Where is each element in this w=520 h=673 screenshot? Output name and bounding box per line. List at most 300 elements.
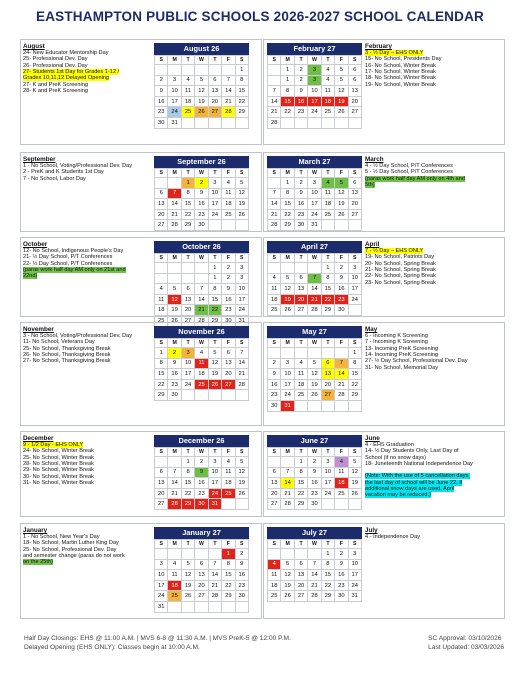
day-cell: 16 bbox=[308, 478, 321, 489]
day-cell: 22 bbox=[281, 107, 294, 118]
day-cell: 30 bbox=[268, 400, 281, 411]
day-cell: 3 bbox=[168, 75, 181, 86]
weekday-label: T bbox=[208, 339, 221, 348]
day-cell: 25 bbox=[294, 390, 307, 401]
day-cell bbox=[168, 178, 181, 189]
day-cell: 25 bbox=[321, 209, 334, 220]
day-cell: 4 bbox=[321, 178, 334, 189]
day-cell bbox=[155, 263, 168, 274]
day-cell: 4 bbox=[195, 348, 208, 359]
day-cell bbox=[294, 348, 307, 359]
weekday-label: M bbox=[281, 169, 294, 178]
day-cell: 17 bbox=[181, 369, 194, 380]
day-cell: 24 bbox=[348, 294, 361, 305]
day-cell: 12 bbox=[308, 369, 321, 380]
day-cell: 18 bbox=[222, 478, 235, 489]
day-cell: 28 bbox=[195, 315, 208, 326]
weekday-label: F bbox=[335, 169, 348, 178]
day-cell: 11 bbox=[222, 188, 235, 199]
delayed-opening: Delayed Opening (EHS ONLY): Classes begin at 10:00 A.M. bbox=[24, 644, 200, 651]
event-note-text: 7 - No School, Labor Day bbox=[23, 175, 86, 182]
day-cell: 23 bbox=[335, 580, 348, 591]
day-cell: 15 bbox=[208, 294, 221, 305]
event-note-text: 31- No School, Memorial Day bbox=[365, 364, 439, 371]
day-cell bbox=[208, 390, 221, 401]
day-cell: 10 bbox=[281, 369, 294, 380]
day-cell: 1 bbox=[181, 178, 194, 189]
day-cell: 7 bbox=[208, 559, 221, 570]
day-cell: 4 bbox=[268, 273, 281, 284]
event-note-text: 4 - ½ Day School, P/T Conferences bbox=[365, 163, 453, 169]
day-cell bbox=[155, 457, 168, 468]
event-note-text: 19- No School, Patriots Day bbox=[365, 254, 435, 261]
weekday-label: T bbox=[181, 169, 194, 178]
weekday-label: S bbox=[268, 339, 281, 348]
half-day-closings: Half Day Closings: EHS @ 11:00 A.M. | MVS 6-8 @ 11:30 A.M. | MVS PreK-5 @ 12:00 P.M. bbox=[24, 635, 291, 642]
day-cell: 12 bbox=[348, 467, 361, 478]
day-cell: 26 bbox=[235, 209, 248, 220]
weekday-label: M bbox=[281, 448, 294, 457]
day-cell bbox=[321, 220, 334, 231]
day-cell bbox=[208, 65, 221, 76]
day-cell: 26 bbox=[208, 379, 221, 390]
weekday-label: S bbox=[268, 540, 281, 549]
day-cell: 17 bbox=[168, 96, 181, 107]
day-cell: 3 bbox=[321, 457, 334, 468]
day-cell bbox=[195, 601, 208, 612]
event-note-text: 29- No School, Winter Break bbox=[23, 467, 94, 474]
day-cell: 21 bbox=[168, 488, 181, 499]
weekday-label: W bbox=[195, 254, 208, 263]
day-cell: 31 bbox=[235, 315, 248, 326]
weekday-label: S bbox=[348, 339, 361, 348]
weekday-label: T bbox=[321, 339, 334, 348]
event-note-text: 3 - ½ Day – EHS ONLY bbox=[365, 50, 424, 56]
weekday-label: F bbox=[335, 448, 348, 457]
month-panel-december bbox=[20, 431, 262, 517]
weekday-label: T bbox=[208, 540, 221, 549]
day-cell: 6 bbox=[348, 75, 361, 86]
weekday-label: M bbox=[281, 56, 294, 65]
day-cell: 8 bbox=[294, 467, 307, 478]
calendar-title: June 27 bbox=[267, 435, 362, 447]
day-cell: 25 bbox=[155, 315, 168, 326]
day-cell: 12 bbox=[281, 284, 294, 295]
day-cell: 31 bbox=[348, 591, 361, 602]
day-cell: 22 bbox=[155, 379, 168, 390]
day-cell bbox=[195, 390, 208, 401]
month-notes bbox=[23, 527, 151, 566]
event-note-text: 5th) bbox=[365, 182, 375, 189]
day-cell: 1 bbox=[321, 549, 334, 560]
day-cell: 17 bbox=[348, 570, 361, 581]
day-cell: 1 bbox=[281, 178, 294, 189]
weekday-label: T bbox=[181, 540, 194, 549]
month-panel-january bbox=[20, 523, 262, 619]
day-cell: 21 bbox=[268, 107, 281, 118]
day-cell: 22 bbox=[348, 379, 361, 390]
day-cell: 5 bbox=[235, 457, 248, 468]
day-cell bbox=[268, 263, 281, 274]
day-cell: 1 bbox=[181, 457, 194, 468]
day-cell: 27 bbox=[321, 390, 334, 401]
day-cell: 2 bbox=[294, 75, 307, 86]
day-cell: 27 bbox=[268, 499, 281, 510]
day-cell: 2 bbox=[235, 549, 248, 560]
day-cell: 26 bbox=[308, 390, 321, 401]
month-calendar bbox=[267, 435, 362, 510]
day-cell: 1 bbox=[281, 75, 294, 86]
event-note-text: 26- No School, Thanksgiving Break bbox=[23, 352, 111, 359]
day-cell bbox=[294, 549, 307, 560]
day-cell bbox=[155, 273, 168, 284]
day-cell: 25 bbox=[222, 488, 235, 499]
day-cell: 12 bbox=[208, 358, 221, 369]
day-cell: 14 bbox=[168, 199, 181, 210]
day-cell: 3 bbox=[281, 358, 294, 369]
day-cell: 6 bbox=[195, 559, 208, 570]
day-cell: 29 bbox=[321, 305, 334, 316]
event-note bbox=[23, 273, 151, 279]
month-panel-july bbox=[263, 523, 505, 619]
weekday-label: T bbox=[321, 540, 334, 549]
month-calendar bbox=[154, 326, 249, 401]
day-cell: 25 bbox=[195, 379, 208, 390]
weekday-label: S bbox=[235, 540, 248, 549]
day-cell: 8 bbox=[181, 188, 194, 199]
event-note-text: 25- Professional Dev. Day bbox=[23, 56, 88, 63]
day-cell: 30 bbox=[294, 220, 307, 231]
day-cell bbox=[321, 117, 334, 128]
day-cell: 14 bbox=[235, 358, 248, 369]
day-cell: 6 bbox=[294, 559, 307, 570]
day-cell: 27 bbox=[294, 305, 307, 316]
day-cell: 22 bbox=[208, 305, 221, 316]
weekday-label: F bbox=[335, 540, 348, 549]
day-cell bbox=[155, 178, 168, 189]
day-cell: 9 bbox=[195, 188, 208, 199]
day-cell bbox=[281, 549, 294, 560]
day-cell bbox=[294, 263, 307, 274]
day-cell: 7 bbox=[195, 284, 208, 295]
day-cell: 28 bbox=[168, 499, 181, 510]
day-cell: 20 bbox=[348, 96, 361, 107]
day-cell: 27 bbox=[155, 499, 168, 510]
day-cell: 13 bbox=[294, 570, 307, 581]
day-cell bbox=[181, 390, 194, 401]
event-note-text: 24- No School, Winter Break bbox=[23, 448, 94, 455]
month-header: January bbox=[23, 527, 48, 534]
day-cell: 29 bbox=[208, 315, 221, 326]
day-cell: 19 bbox=[335, 96, 348, 107]
day-cell: 13 bbox=[208, 86, 221, 97]
day-cell: 15 bbox=[181, 478, 194, 489]
weekday-label: T bbox=[181, 56, 194, 65]
day-cell: 9 bbox=[294, 188, 307, 199]
day-cell bbox=[181, 117, 194, 128]
day-cell: 3 bbox=[308, 75, 321, 86]
weekday-label: W bbox=[308, 169, 321, 178]
day-cell: 5 bbox=[208, 348, 221, 359]
event-note-text: 25- No School, Professional Dev. Day bbox=[23, 546, 117, 553]
day-cell: 17 bbox=[348, 284, 361, 295]
month-panel-march bbox=[263, 152, 505, 232]
calendar-title: October 26 bbox=[154, 241, 249, 253]
weekday-label: M bbox=[168, 254, 181, 263]
event-note-text: 2 - PreK and K Students 1st Day bbox=[23, 169, 104, 176]
day-cell: 28 bbox=[308, 591, 321, 602]
day-cell: 6 bbox=[348, 65, 361, 76]
day-cell: 26 bbox=[281, 305, 294, 316]
day-cell: 29 bbox=[181, 220, 194, 231]
page-title: EASTHAMPTON PUBLIC SCHOOLS 2026-2027 SCHOOL CALENDAR bbox=[36, 9, 484, 24]
weekday-label: W bbox=[195, 448, 208, 457]
day-cell: 8 bbox=[348, 358, 361, 369]
weekday-label: M bbox=[168, 169, 181, 178]
day-cell: 5 bbox=[335, 75, 348, 86]
month-header: September bbox=[23, 156, 56, 163]
event-note bbox=[365, 534, 501, 540]
day-cell: 10 bbox=[155, 570, 168, 581]
day-cell: 6 bbox=[321, 358, 334, 369]
day-cell: 9 bbox=[168, 358, 181, 369]
weekday-label: S bbox=[348, 540, 361, 549]
day-cell: 22 bbox=[281, 209, 294, 220]
weekday-label: S bbox=[235, 56, 248, 65]
month-notes bbox=[365, 435, 501, 499]
day-cell: 2 bbox=[335, 263, 348, 274]
day-cell: 28 bbox=[335, 390, 348, 401]
day-cell: 11 bbox=[335, 467, 348, 478]
weekday-label: T bbox=[181, 254, 194, 263]
month-notes bbox=[23, 435, 151, 486]
day-cell bbox=[168, 263, 181, 274]
day-cell bbox=[235, 499, 248, 510]
weekday-label: W bbox=[308, 254, 321, 263]
day-cell: 12 bbox=[335, 188, 348, 199]
weekday-label: S bbox=[268, 169, 281, 178]
day-cell: 20 bbox=[155, 488, 168, 499]
day-cell: 30 bbox=[308, 499, 321, 510]
calendar-title: August 26 bbox=[154, 43, 249, 55]
day-cell: 13 bbox=[348, 86, 361, 97]
day-cell: 13 bbox=[348, 188, 361, 199]
weekday-label: W bbox=[308, 448, 321, 457]
day-cell: 22 bbox=[235, 96, 248, 107]
day-cell: 17 bbox=[308, 199, 321, 210]
day-cell: 14 bbox=[281, 478, 294, 489]
day-cell: 3 bbox=[235, 273, 248, 284]
day-cell: 24 bbox=[208, 209, 221, 220]
month-calendar bbox=[267, 527, 362, 602]
weekday-label: S bbox=[235, 169, 248, 178]
weekday-label: S bbox=[155, 169, 168, 178]
event-note-text: 1 - No School, New Year’s Day bbox=[23, 534, 100, 540]
weekday-label: W bbox=[195, 540, 208, 549]
weekday-label: W bbox=[308, 540, 321, 549]
day-cell bbox=[222, 499, 235, 510]
day-cell: 29 bbox=[321, 591, 334, 602]
day-cell: 22 bbox=[321, 294, 334, 305]
day-cell: 1 bbox=[222, 549, 235, 560]
day-cell: 23 bbox=[235, 580, 248, 591]
day-cell bbox=[321, 400, 334, 411]
day-cell: 22 bbox=[321, 580, 334, 591]
day-cell bbox=[268, 457, 281, 468]
day-cell: 18 bbox=[268, 294, 281, 305]
approval-info bbox=[428, 634, 504, 652]
weekday-label: S bbox=[235, 254, 248, 263]
day-cell: 21 bbox=[168, 209, 181, 220]
day-cell bbox=[222, 220, 235, 231]
day-cell: 4 bbox=[321, 65, 334, 76]
event-note bbox=[23, 480, 151, 486]
day-cell: 28 bbox=[268, 220, 281, 231]
day-cell: 9 bbox=[294, 86, 307, 97]
day-cell bbox=[208, 220, 221, 231]
month-notes bbox=[23, 156, 151, 182]
event-note-text: 25- No School, Thanksgiving Break bbox=[23, 345, 111, 352]
day-cell: 10 bbox=[308, 188, 321, 199]
day-cell: 23 bbox=[168, 379, 181, 390]
day-cell: 7 bbox=[222, 75, 235, 86]
event-note-text: 28- No School, Winter Break bbox=[23, 461, 94, 468]
day-cell: 31 bbox=[155, 601, 168, 612]
day-cell: 5 bbox=[168, 284, 181, 295]
weekday-label: S bbox=[155, 56, 168, 65]
day-cell bbox=[155, 65, 168, 76]
day-cell: 23 bbox=[294, 107, 307, 118]
weekday-label: T bbox=[208, 448, 221, 457]
day-cell bbox=[155, 549, 168, 560]
day-cell bbox=[181, 601, 194, 612]
day-cell: 13 bbox=[268, 478, 281, 489]
day-cell: 28 bbox=[235, 379, 248, 390]
day-cell bbox=[268, 549, 281, 560]
day-cell: 29 bbox=[294, 499, 307, 510]
day-cell: 5 bbox=[348, 457, 361, 468]
day-cell: 18 bbox=[181, 96, 194, 107]
day-cell: 25 bbox=[168, 591, 181, 602]
month-calendar bbox=[267, 156, 362, 231]
day-cell: 5 bbox=[335, 178, 348, 189]
weekday-label: T bbox=[208, 56, 221, 65]
day-cell: 15 bbox=[222, 570, 235, 581]
day-cell: 25 bbox=[321, 107, 334, 118]
event-note-text: 27- ½ Day School, Professional Dev. Day bbox=[365, 358, 468, 365]
event-note-text: 17- No School, Winter Break bbox=[365, 69, 436, 76]
day-cell: 23 bbox=[222, 305, 235, 316]
month-notes bbox=[23, 43, 151, 94]
day-cell: 6 bbox=[348, 178, 361, 189]
day-cell: 31 bbox=[168, 117, 181, 128]
weekday-label: S bbox=[235, 448, 248, 457]
weekday-label: T bbox=[321, 56, 334, 65]
day-cell: 4 bbox=[222, 178, 235, 189]
day-cell bbox=[308, 117, 321, 128]
day-cell: 30 bbox=[168, 390, 181, 401]
day-cell: 13 bbox=[294, 284, 307, 295]
day-cell: 1 bbox=[208, 273, 221, 284]
day-cell bbox=[235, 390, 248, 401]
weekday-label: T bbox=[208, 254, 221, 263]
day-cell: 10 bbox=[321, 467, 334, 478]
day-cell: 14 bbox=[268, 96, 281, 107]
weekday-label: W bbox=[308, 339, 321, 348]
day-cell: 16 bbox=[235, 570, 248, 581]
day-cell: 8 bbox=[155, 358, 168, 369]
day-cell: 10 bbox=[348, 273, 361, 284]
day-cell: 22 bbox=[222, 580, 235, 591]
day-cell: 4 bbox=[294, 358, 307, 369]
event-note-text: 28- K and PreK Screening bbox=[23, 88, 88, 95]
day-cell: 11 bbox=[195, 358, 208, 369]
day-cell: 29 bbox=[281, 220, 294, 231]
month-panel-november bbox=[20, 322, 262, 426]
day-cell: 25 bbox=[335, 488, 348, 499]
event-note-text: 7 - ½ Day – EHS ONLY bbox=[365, 248, 424, 254]
event-note-text: 20- No School, Spring Break bbox=[365, 260, 436, 267]
day-cell bbox=[181, 273, 194, 284]
day-cell: 30 bbox=[155, 117, 168, 128]
day-cell: 2 bbox=[294, 178, 307, 189]
month-header: April bbox=[365, 241, 380, 248]
weekday-label: T bbox=[294, 540, 307, 549]
event-note-text: 27- K and PreK Screening bbox=[23, 81, 88, 88]
day-cell: 2 bbox=[195, 457, 208, 468]
weekday-label: F bbox=[222, 448, 235, 457]
day-cell: 11 bbox=[155, 294, 168, 305]
day-cell: 19 bbox=[168, 305, 181, 316]
weekday-label: T bbox=[181, 448, 194, 457]
day-cell: 30 bbox=[335, 305, 348, 316]
month-header: February bbox=[365, 43, 392, 50]
month-panel-august bbox=[20, 39, 262, 145]
day-cell bbox=[335, 348, 348, 359]
day-cell bbox=[281, 117, 294, 128]
day-cell: 2 bbox=[268, 358, 281, 369]
day-cell bbox=[168, 457, 181, 468]
day-cell: 20 bbox=[348, 199, 361, 210]
day-cell bbox=[348, 220, 361, 231]
month-calendar bbox=[267, 43, 362, 129]
month-calendar bbox=[154, 527, 249, 613]
calendar-title: March 27 bbox=[267, 156, 362, 168]
day-cell: 29 bbox=[222, 591, 235, 602]
day-cell: 12 bbox=[335, 86, 348, 97]
day-cell: 8 bbox=[321, 559, 334, 570]
day-cell: 21 bbox=[268, 209, 281, 220]
day-cell: 7 bbox=[335, 358, 348, 369]
event-note-text: 21- No School, Spring Break bbox=[365, 267, 436, 274]
day-cell: 3 bbox=[155, 559, 168, 570]
day-cell: 8 bbox=[181, 467, 194, 478]
month-calendar bbox=[267, 326, 362, 412]
day-cell: 15 bbox=[181, 199, 194, 210]
event-note bbox=[365, 182, 501, 188]
event-note bbox=[365, 82, 501, 88]
event-note-text: 12- No School, Indigenous People’s Day bbox=[23, 248, 124, 254]
day-cell: 15 bbox=[294, 478, 307, 489]
day-cell: 1 bbox=[294, 457, 307, 468]
day-cell bbox=[195, 549, 208, 560]
day-cell: 8 bbox=[321, 273, 334, 284]
weekday-label: T bbox=[321, 254, 334, 263]
day-cell: 28 bbox=[281, 499, 294, 510]
day-cell bbox=[222, 117, 235, 128]
day-cell: 12 bbox=[168, 294, 181, 305]
weekday-label: F bbox=[222, 254, 235, 263]
